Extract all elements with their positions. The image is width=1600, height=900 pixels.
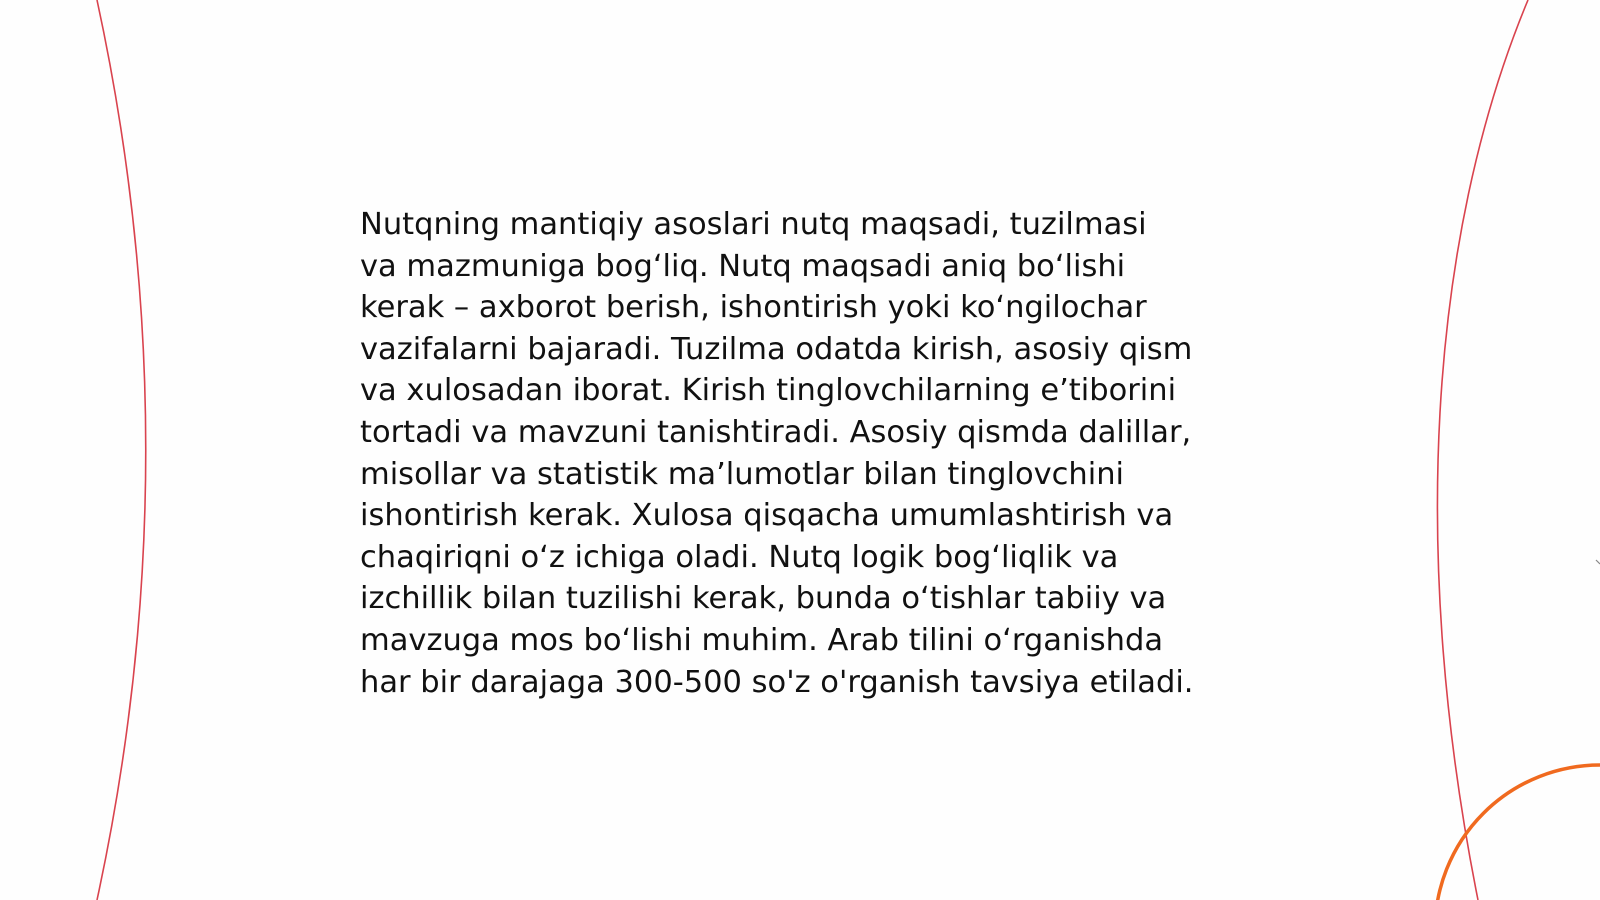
paragraph-line: va mazmuniga bogʻliq. Nutq maqsadi aniq boʻlishi <box>360 248 1126 284</box>
orange-circle-arc <box>1435 765 1600 900</box>
paragraph-line: chaqiriqni oʻz ichiga oladi. Nutq logik bogʻliqlik va <box>360 539 1119 575</box>
paragraph-line: tortadi va mavzuni tanishtiradi. Asosiy qismda dalillar, <box>360 414 1192 450</box>
paragraph-line: izchillik bilan tuzilishi kerak, bunda oʻtishlar tabiiy va <box>360 581 1167 617</box>
paragraph-line: har bir darajaga 300-500 so'z o'rganish tavsiya etiladi. <box>360 664 1194 700</box>
body-paragraph <box>360 204 1260 703</box>
paragraph-line: misollar va statistik maʼlumotlar bilan tinglovchini <box>360 456 1125 492</box>
paragraph-line: va xulosadan iborat. Kirish tinglovchilarning eʼtiborini <box>360 373 1177 409</box>
paragraph-line: vazifalarni bajaradi. Tuzilma odatda kirish, asosiy qism <box>360 331 1193 367</box>
paragraph-line: mavzuga mos boʻlishi muhim. Arab tilini oʻrganishda <box>360 622 1164 658</box>
paragraph-line: ishontirish kerak. Xulosa qisqacha umumlashtirish va <box>360 498 1174 534</box>
left-curve-line <box>97 0 146 900</box>
paragraph-line: kerak – axborot berish, ishontirish yoki koʻngilochar <box>360 290 1147 326</box>
right-curve-line <box>1437 0 1528 900</box>
right-edge-tick-mark <box>1596 560 1600 564</box>
paragraph-line: Nutqning mantiqiy asoslari nutq maqsadi, tuzilmasi <box>360 207 1147 242</box>
